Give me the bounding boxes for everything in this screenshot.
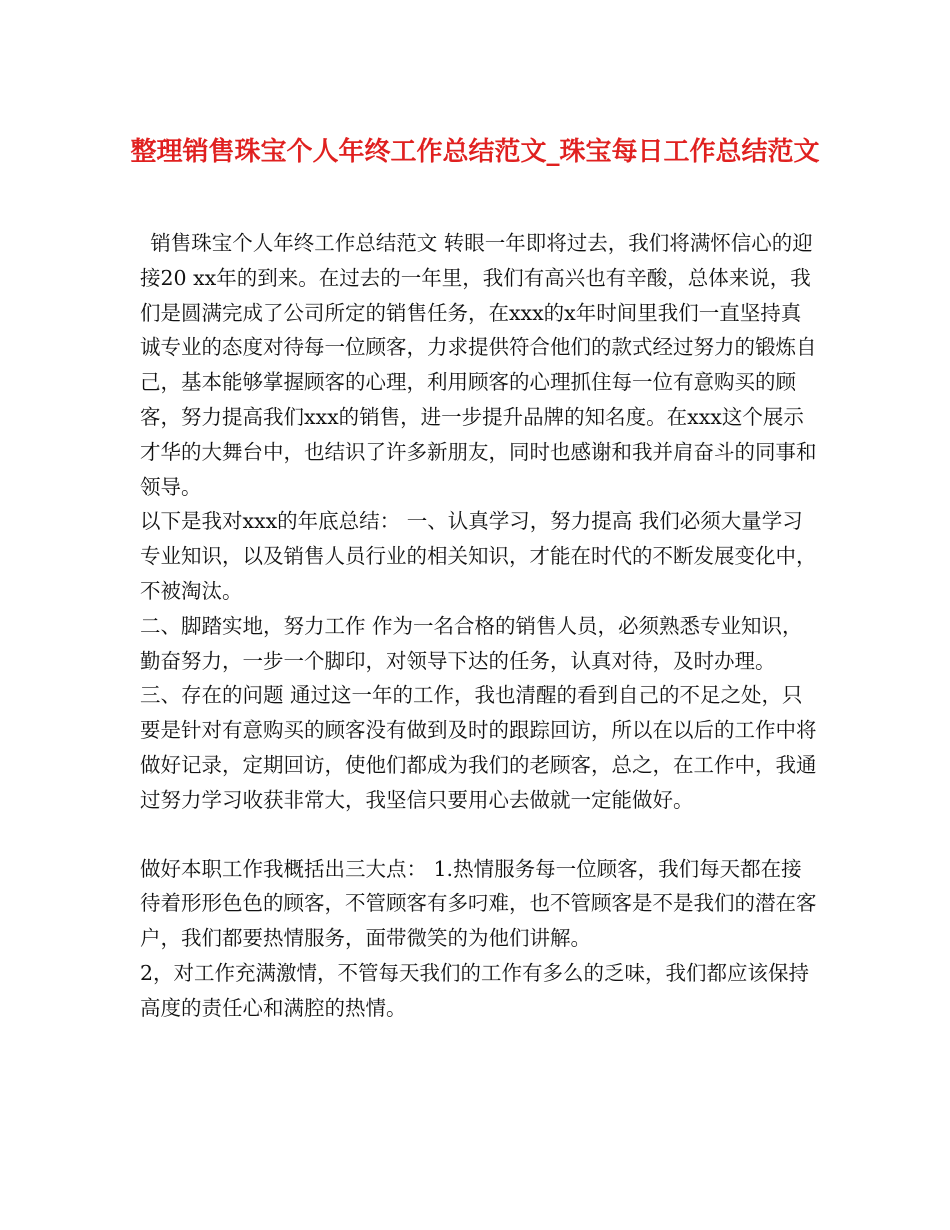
paragraph-passion: 2，对工作充满激情，不管每天我们的工作有多么的乏味，我们都应该保持高度的责任心和满腔的热情。 bbox=[140, 960, 810, 1020]
paragraph-summary-study: 以下是我对xxx的年底总结： 一、认真学习，努力提高 我们必须大量学习专业知识，以及销售人员行业的相关知识，才能在时代的不断发展变化中，不被淘汰。 bbox=[140, 509, 817, 603]
document-body bbox=[140, 226, 820, 1026]
paragraph-three-points: 做好本职工作我概括出三大点： 1.热情服务每一位顾客，我们每天都在接待着形形色色的顾客，不管顾客有多叼难，也不管顾客是不是我们的潜在客户，我们都要热情服务，面带微笑的为他们讲解。 bbox=[140, 856, 817, 951]
paragraph-work-hard: 二、脚踏实地，努力工作 作为一名合格的销售人员，必须熟悉专业知识，勤奋努力，一步一个脚印，对领导下达的任务，认真对待，及时办理。 bbox=[140, 613, 803, 673]
paragraph-problems: 三、存在的问题 通过这一年的工作，我也清醒的看到自己的不足之处，只要是针对有意购买的顾客没有做到及时的跟踪回访，所以在以后的工作中将做好记录，定期回访，使他们都成为我们的老顾客，总之，在工作中，我通过努力学习收获非常大，我坚信只要用心去做就一定能做好。 bbox=[140, 683, 817, 812]
paragraph-intro: 销售珠宝个人年终工作总结范文 转眼一年即将过去，我们将满怀信心的迎接20 xx年的到来。在过去的一年里，我们有高兴也有辛酸，总体来说，我们是圆满完成了公司所定的销售任务，在xxx的x年时间里我们一直坚持真诚专业的态度对待每一位顾客，力求提供符合他们的款式经过努力的锻炼自己，基本能够掌握顾客的心理，利用顾客的心理抓住每一位有意购买的顾客，努力提高我们xxx的销售，进一步提升品牌的知名度。在xxx这个展示才华的大舞台中，也结识了许多新朋友，同时也感谢和我并肩奋斗的同事和领导。 bbox=[140, 231, 817, 499]
document-title: 整理销售珠宝个人年终工作总结范文_珠宝每日工作总结范文 bbox=[130, 137, 820, 167]
